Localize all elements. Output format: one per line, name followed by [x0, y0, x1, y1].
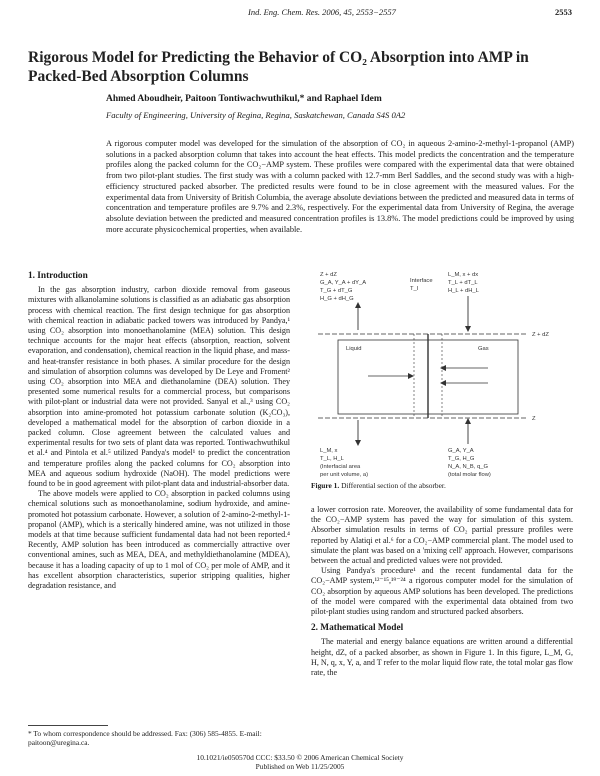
- intro-paragraph-1: In the gas absorption industry, carbon dioxide removal from gaseous mixtures with alkanolamine solutions is classified as an adiabatic gas absorption process with chemical reaction. The first design technique for gas absorption with chemical reaction in adiabatic packed towers was introduced by Pandya,¹ using CO₂ absorption into monoethanolamine (MEA) solution. This design technique accounts for the major heat effects (absorption, reaction, solvent evaporation, and condensation), chemical reaction in the liquid phase, and mass- and heat-transfer resistance in both phases. A similar procedure for the design and simulation of absorption columns was developed by De Leye and Froment² using CO₂ absorption into MEA and diethanolamine (DEA) solution. They presented some numerical results for a commercial process, but comparisons with pilot-plant or industrial data were not provided. Sanyal et al.,³ using CO₂ absorption into amine-promoted hot potassium carbonate solution (K₂CO₃), developed a mathematical model for the absorption of carbon dioxide in a packed column. Close agreement between the calculated values and experimental results for two sets of plant data was reported. Tontiwachwuthikul et al.⁴ and Pintola et al.⁵ utilized Pandya's model¹ to predict the concentration and temperature profiles along the packed columns for CO₂ absorption into MEA and aqueous sodium hydroxide (NaOH). The model predictions were found to be in good agreement with pilot-plant data and industrial-absorber data.: [28, 285, 290, 489]
- fig-label-z: Z: [532, 416, 536, 422]
- fig-label-liquid-bottom-1: L_M, x: [320, 448, 338, 454]
- fig-label-gas: Gas: [478, 346, 489, 352]
- abstract: A rigorous computer model was developed for the simulation of the absorption of CO₂ in aqueous 2-amino-2-methyl-1-propanol (AMP) solutions in a packed absorption column that takes into account the heat effects. This model predicts the concentration and the temperature profiles along the packed column for the CO₂−AMP system. These profiles were compared with the experimental data that were obtained from two pilot-plant studies. The first study was with a column packed with 12.7-mm Berl Saddles, and the second study was with a high-efficiency structured packed absorber. The predicted results were found to be in close agreement with the measured values. For the experimental data from University of British Columbia, the average absolute deviations between the predicted and measured data in terms of concentration and temperature profiles are 9.7% and 2.3%, respectively. For the experimental data from University of Regina, the average absolute deviation between the predicted and measured concentration profiles is 13.8%. The model predictions could be improved by using more accurate physicochemical properties, when available.: [106, 139, 574, 234]
- figure-caption-label: Figure 1.: [311, 481, 340, 490]
- fig-label-interface-1: Interface: [410, 278, 433, 284]
- fig-label-gas-top-3: T_G + dT_G: [320, 288, 353, 294]
- section-heading-mathematical-model: 2. Mathematical Model: [311, 623, 404, 634]
- fig-label-gas-top-1: Z + dZ: [320, 272, 337, 278]
- author-list: Ahmed Aboudheir, Paitoon Tontiwachwuthikul,* and Raphael Idem: [106, 94, 382, 104]
- footnote-rule: [28, 725, 108, 726]
- figure-1-diagram: [318, 268, 568, 480]
- fig-label-gas-top-4: H_G + dH_G: [320, 296, 354, 302]
- fig-label-gas-bottom-3: N_A, N_B, q_G: [448, 464, 488, 470]
- right-paragraph-2: Using Pandya's procedure¹ and the recent fundamental data for the CO₂−AMP system,¹²⁻¹⁵,¹⁹⁻²⁴ a rigorous computer model for the simulation of CO₂ absorption by aqueous AMP solutions has been developed. The predictions of the model were compared with the experimental data obtained from two pilot-plant studies using random and structured packed absorbers.: [311, 566, 573, 617]
- footer-doi: 10.1021/ie050570d CCC: $33.50 © 2006 American Chemical Society: [196, 753, 404, 762]
- fig-label-liquid-bottom-2: T_L, H_L: [320, 456, 344, 462]
- fig-label-zdz: Z + dZ: [532, 332, 549, 338]
- affiliation: Faculty of Engineering, University of Regina, Regina, Saskatchewan, Canada S4S 0A2: [106, 110, 406, 120]
- right-column: [311, 505, 573, 678]
- section-heading-introduction: 1. Introduction: [28, 271, 88, 281]
- left-column: [28, 271, 290, 591]
- right-paragraph-1: a lower corrosion rate. Moreover, the availability of some fundamental data for the CO₂−AMP system has paved the way for simulation of this system. Absorber simulation results in terms of CO₂ partial pressure profiles were reported by Alatiqi et al.⁶ for a CO₂−AMP commercial plant. The model used to simulate the plant was based on a 'mixing cell' approach. However, comparisons between the actual and predicted values were not provided.: [311, 505, 573, 566]
- figure-caption-text: Differential section of the absorber.: [341, 481, 446, 490]
- intro-paragraph-2: The above models were applied to CO₂ absorption in packed columns using chemical solutions such as monoethanolamine, sodium hydroxide, and amine-promoted hot potassium carbonate. However, a solution of 2-amino-2-methyl-1-propanol (AMP), which is a sterically hindered amine, was not utilized in those models at that time because sufficient fundamental data had not been reported.⁴ Recently, AMP solution has been introduced as commercially attractive over conventional amines, such as MEA, DEA, and methyldiethanolamine (MDEA), because it has a loading capacity of up to 1 mol of CO₂ per mole of AMP, and it has excellent absorption characteristics, superior stripping qualities, higher degradation resistance, and: [28, 489, 290, 591]
- fig-label-liquid-bottom-4: per unit volume, a): [320, 472, 369, 478]
- fig-label-gas-bottom-2: T_G, H_G: [448, 456, 475, 462]
- fig-label-liquid-top-2: T_L + dT_L: [448, 280, 478, 286]
- running-header: [0, 7, 600, 21]
- fig-label-liquid: Liquid: [346, 346, 362, 352]
- fig-label-liquid-bottom-3: (Interfacial area: [320, 464, 361, 470]
- fig-label-liquid-top-3: H_L + dH_L: [448, 288, 479, 294]
- journal-citation: Ind. Eng. Chem. Res. 2006, 45, 2553−2557: [248, 7, 396, 17]
- right-paragraph-3: The material and energy balance equations are written around a differential height, dZ, of a packed absorber, as shown in Figure 1. In this figure, L_M, G, H, N, q, x, Y, a, and T refer to the molar liquid flow rate, the total molar gas flow rate, the: [311, 637, 573, 678]
- page-number: 2553: [555, 7, 572, 17]
- fig-label-gas-bottom-4: (total molar flow): [448, 472, 491, 478]
- figure-1-caption: [311, 481, 573, 490]
- fig-label-liquid-top-1: L_M, x + dx: [448, 272, 479, 278]
- article-title: Rigorous Model for Predicting the Behavior of CO₂ Absorption into AMP in Packed-Bed Absorption Columns: [28, 49, 529, 85]
- fig-label-gas-bottom-1: G_A, Y_A: [448, 448, 474, 454]
- correspondence-footnote: * To whom correspondence should be addressed. Fax: (306) 585-4855. E-mail: paitoon@uregina.ca.: [28, 729, 262, 747]
- fig-label-interface-2: T_I: [410, 286, 419, 292]
- footer-published: Published on Web 11/25/2005: [255, 762, 345, 771]
- fig-label-gas-top-2: G_A, Y_A + dY_A: [320, 280, 367, 286]
